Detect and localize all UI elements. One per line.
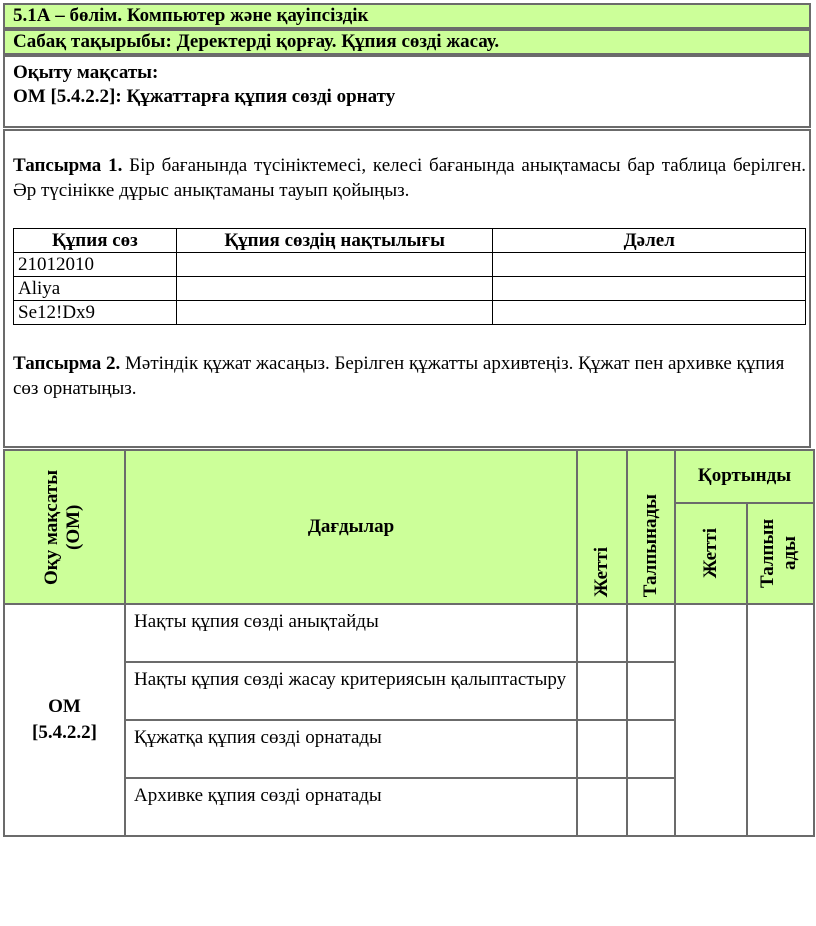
needs-checkbox-cell[interactable]: [627, 720, 675, 778]
column-header-password: Құпия сөз: [14, 229, 177, 253]
password-table-header: [14, 229, 806, 253]
tasks-section: [3, 129, 811, 448]
good-column-header: [577, 450, 627, 604]
table-row: [14, 253, 806, 277]
objective-text: ОМ [5.4.2.2]: Құжаттарға құпия сөзді орнату: [13, 86, 396, 107]
reason-cell[interactable]: [493, 301, 806, 325]
om-column-label: Оқу мақсаты (ОМ): [40, 469, 84, 585]
summary-needs-header: [747, 503, 814, 604]
strength-cell[interactable]: [176, 277, 493, 301]
skill-item: Архивке құпия сөзді орнатады: [125, 778, 577, 836]
om-code: ОМ [5.4.2.2]: [32, 696, 97, 743]
task-2: [13, 351, 806, 401]
objective-title: Оқыту мақсаты:: [13, 62, 159, 83]
lesson-topic: Сабақ тақырыбы: Деректерді қорғау. Құпия сөзді жасау.: [3, 29, 811, 55]
section-title: 5.1А – бөлім. Компьютер және қауіпсіздік: [3, 3, 811, 29]
password-cell: Aliya: [14, 277, 177, 301]
skills-column-header: Дағдылар: [125, 450, 577, 604]
summary-good-cell[interactable]: [675, 604, 747, 836]
reason-cell[interactable]: [493, 277, 806, 301]
strength-cell[interactable]: [176, 253, 493, 277]
column-header-strength: Құпия сөздің нақтылығы: [176, 229, 493, 253]
om-column-header: [4, 450, 125, 604]
table-row: [14, 277, 806, 301]
task-1-text: Бір бағанында түсініктемесі, келесі бағанында анықтамасы бар таблица берілген. Әр түсінікке дұрыс анықтаманы тауып қойыңыз.: [13, 155, 806, 201]
task-1-label: Тапсырма 1.: [13, 155, 123, 176]
summary-needs-cell[interactable]: [747, 604, 814, 836]
good-checkbox-cell[interactable]: [577, 604, 627, 662]
strength-cell[interactable]: [176, 301, 493, 325]
needs-checkbox-cell[interactable]: [627, 778, 675, 836]
needs-column-label: Талпынады: [640, 493, 661, 597]
summary-good-label: Жетті: [700, 528, 721, 579]
skill-item: Нақты құпия сөзді жасау критериясын қалыптастыру: [125, 662, 577, 720]
good-checkbox-cell[interactable]: [577, 662, 627, 720]
needs-column-header: [627, 450, 675, 604]
summary-needs-label: Талпын ады: [756, 518, 800, 588]
assessment-table: [3, 449, 815, 837]
skill-item: Құжатқа құпия сөзді орнатады: [125, 720, 577, 778]
needs-checkbox-cell[interactable]: [627, 604, 675, 662]
password-cell: Se12!Dx9: [14, 301, 177, 325]
skill-item: Нақты құпия сөзді анықтайды: [125, 604, 577, 662]
summary-good-header: [675, 503, 747, 604]
summary-column-header: Қортынды: [675, 450, 814, 503]
reason-cell[interactable]: [493, 253, 806, 277]
good-checkbox-cell[interactable]: [577, 778, 627, 836]
needs-checkbox-cell[interactable]: [627, 662, 675, 720]
password-cell: 21012010: [14, 253, 177, 277]
task-2-label: Тапсырма 2.: [13, 353, 121, 374]
password-table: [13, 228, 806, 325]
learning-objective: [3, 55, 811, 128]
task-1: [13, 153, 806, 203]
good-checkbox-cell[interactable]: [577, 720, 627, 778]
good-column-label: Жетті: [591, 546, 612, 597]
table-row: [14, 301, 806, 325]
column-header-reason: Дәлел: [493, 229, 806, 253]
task-2-text: Мәтіндік құжат жасаңыз. Берілген құжатты архивтеңіз. Құжат пен архивке құпия сөз орнатыңыз.: [13, 353, 785, 399]
om-code-cell: [4, 604, 125, 836]
